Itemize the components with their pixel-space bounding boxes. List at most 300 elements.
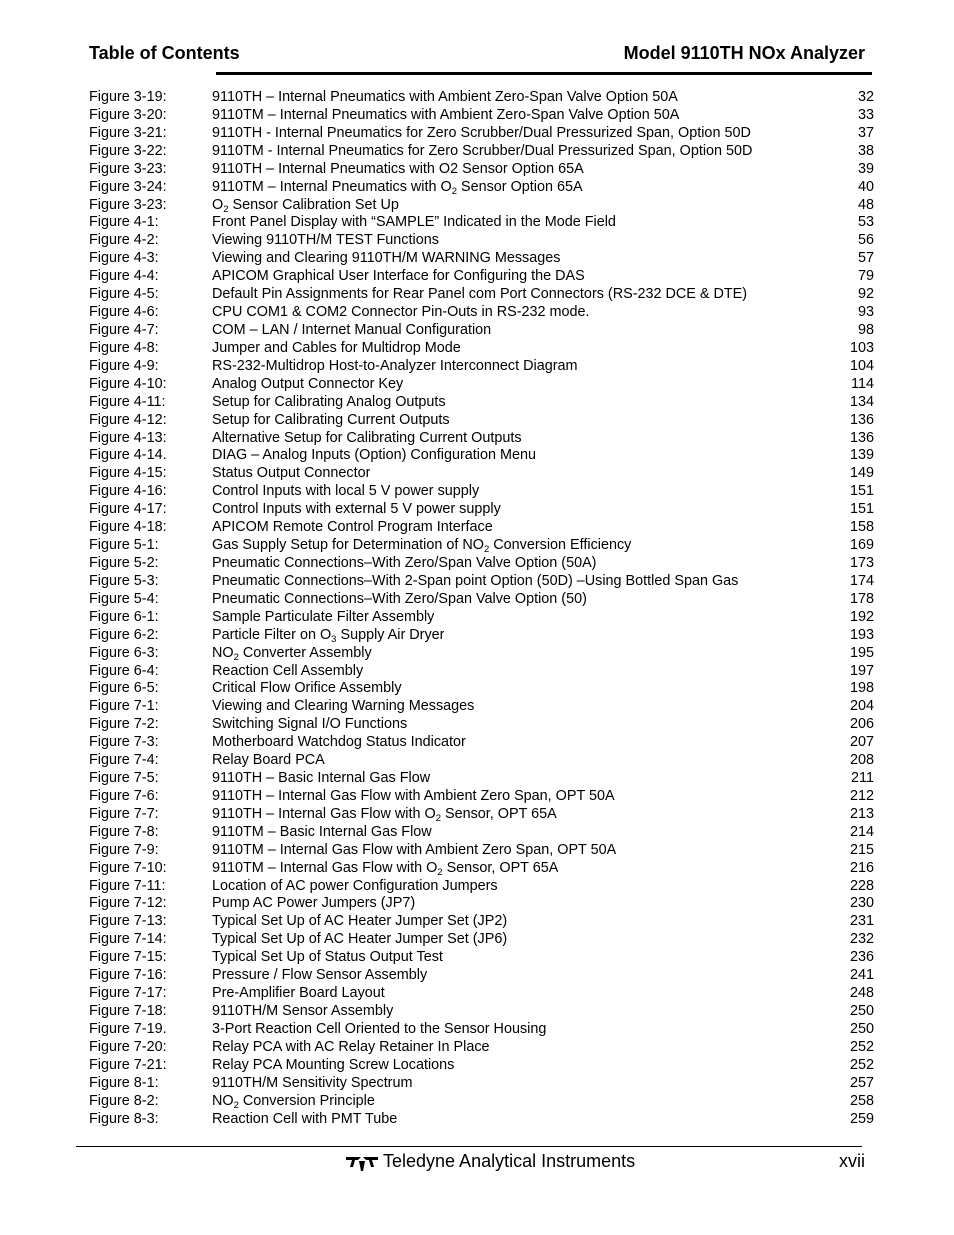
toc-entry[interactable] <box>89 967 874 985</box>
figure-title <box>212 107 679 125</box>
figure-title-text: Pneumatic Connections–With 2-Span point Option (50D) –Using Bottled Span Gas <box>212 572 739 589</box>
toc-entry[interactable] <box>89 232 874 250</box>
page-ref: 57 <box>857 250 874 267</box>
subscript: 2 <box>435 812 441 824</box>
figure-number: Figure 7-2: <box>89 716 159 733</box>
toc-entry[interactable] <box>89 895 874 913</box>
toc-entry[interactable] <box>89 680 874 698</box>
figure-title <box>212 895 415 913</box>
page-ref: 92 <box>857 286 874 303</box>
page-ref: 38 <box>857 142 874 159</box>
page-ref: 257 <box>849 1074 874 1091</box>
figure-number: Figure 5-1: <box>89 537 159 554</box>
figure-title-text: Conversion Principle <box>238 1092 375 1109</box>
subscript: 2 <box>233 1099 239 1111</box>
toc-entry[interactable] <box>89 824 874 842</box>
page-ref: 173 <box>849 554 874 571</box>
figure-number: Figure 4-13: <box>89 429 167 446</box>
figure-title <box>212 232 439 250</box>
toc-entry[interactable] <box>89 842 874 860</box>
page-ref: 212 <box>849 787 874 804</box>
toc-entry[interactable] <box>89 286 874 304</box>
figure-number: Figure 7-10: <box>89 859 167 876</box>
toc-entry[interactable] <box>89 555 874 573</box>
figure-number: Figure 4-7: <box>89 321 159 338</box>
page-ref: 197 <box>849 662 874 679</box>
figure-title-text: 9110TH/M Sensor Assembly <box>212 1003 394 1020</box>
figure-title-text: Analog Output Connector Key <box>212 375 404 392</box>
figure-title <box>212 878 498 896</box>
page-ref: 193 <box>849 626 874 643</box>
figure-title-text: Pneumatic Connections–With Zero/Span Valve Option (50) <box>212 590 587 607</box>
page-ref: 37 <box>857 124 874 141</box>
figure-title <box>212 322 491 340</box>
figure-number: Figure 3-23: <box>89 160 167 177</box>
figure-title <box>212 197 399 215</box>
figure-number: Figure 3-21: <box>89 124 167 141</box>
page-ref: 228 <box>849 877 874 894</box>
toc-entry[interactable] <box>89 878 874 896</box>
figure-title-text: Viewing and Clearing 9110TH/M WARNING Messages <box>212 250 561 267</box>
page-ref: 136 <box>849 429 874 446</box>
figure-title-text: APICOM Remote Control Program Interface <box>212 519 493 536</box>
figure-number: Figure 3-19: <box>89 89 167 105</box>
page-ref: 158 <box>849 519 874 536</box>
figure-title <box>212 842 616 860</box>
toc-entry[interactable] <box>89 788 874 806</box>
page-ref: 40 <box>857 178 874 195</box>
figure-title <box>212 698 474 716</box>
page-ref: 114 <box>851 375 874 392</box>
page-ref: 241 <box>849 967 874 984</box>
toc-entry[interactable] <box>89 752 874 770</box>
figure-title-text: 9110TH – Internal Pneumatics with Ambient Zero-Span Valve Option 50A <box>212 89 678 105</box>
toc-entry[interactable] <box>89 537 874 555</box>
figure-title-text: 9110TM – Internal Gas Flow with O <box>212 859 438 876</box>
figure-title-text: 9110TM – Internal Pneumatics with O <box>212 178 452 195</box>
page-ref: 250 <box>849 1020 874 1037</box>
page-ref: 79 <box>857 268 874 285</box>
page-ref: 252 <box>849 1056 874 1073</box>
toc-entry[interactable] <box>89 1075 874 1093</box>
document-title: Model 9110TH NOx Analyzer <box>623 43 865 63</box>
figure-title <box>212 89 678 107</box>
figure-title <box>212 949 443 967</box>
page-ref: 56 <box>857 232 874 249</box>
company-name: Teledyne Analytical Instruments <box>383 1151 636 1171</box>
figure-title <box>212 824 432 842</box>
page-ref: 206 <box>849 716 874 733</box>
figure-number: Figure 4-5: <box>89 286 159 303</box>
figure-number: Figure 7-11: <box>89 877 166 894</box>
figure-number: Figure 7-16: <box>89 967 167 984</box>
figure-number: Figure 4-8: <box>89 339 159 356</box>
subscript: 3 <box>331 633 337 645</box>
figure-number: Figure 7-1: <box>89 698 159 715</box>
figure-title <box>212 985 385 1003</box>
toc-entry[interactable] <box>89 1057 874 1075</box>
figure-number: Figure 7-7: <box>89 805 159 822</box>
figure-number: Figure 5-2: <box>89 554 159 571</box>
figure-number: Figure 4-11: <box>89 393 166 410</box>
figure-title <box>212 967 427 985</box>
figure-title <box>212 1003 393 1021</box>
teledyne-logo-icon <box>345 1153 379 1173</box>
figure-title-text: Setup for Calibrating Current Outputs <box>212 411 450 428</box>
page-ref: 208 <box>849 752 874 769</box>
figure-title-text: Motherboard Watchdog Status Indicator <box>212 734 466 751</box>
figure-number: Figure 4-15: <box>89 465 167 482</box>
figure-title-text: Pre-Amplifier Board Layout <box>212 985 385 1002</box>
page-ref: 104 <box>849 357 874 374</box>
figure-title <box>212 537 631 555</box>
toc-entry[interactable] <box>89 179 874 197</box>
figure-number: Figure 4-9: <box>89 357 159 374</box>
figure-title <box>212 680 402 698</box>
figure-title-text: NO <box>212 1092 234 1109</box>
footer-rule <box>76 1146 862 1147</box>
page-ref: 213 <box>849 805 874 822</box>
toc-entry[interactable] <box>89 645 874 663</box>
figure-number: Figure 7-15: <box>89 949 167 966</box>
figure-number: Figure 5-4: <box>89 590 159 607</box>
figure-title-text: Reaction Cell with PMT Tube <box>212 1110 398 1127</box>
toc-entry[interactable] <box>89 1111 874 1129</box>
figure-title-text: Critical Flow Orifice Assembly <box>212 680 402 697</box>
figure-number: Figure 7-19. <box>89 1020 167 1037</box>
page-ref: 204 <box>849 698 874 715</box>
toc-entry[interactable] <box>89 125 874 143</box>
figure-title-text: Setup for Calibrating Analog Outputs <box>212 393 446 410</box>
figure-number: Figure 7-18: <box>89 1003 167 1020</box>
figure-title <box>212 412 450 430</box>
page-ref: 139 <box>849 447 874 464</box>
figure-number: Figure 7-5: <box>89 770 159 787</box>
page-ref: 216 <box>849 859 874 876</box>
toc-entry[interactable] <box>89 501 874 519</box>
figure-title-text: Pump AC Power Jumpers (JP7) <box>212 895 416 912</box>
toc-entry[interactable] <box>89 734 874 752</box>
figure-title-text: 9110TM – Internal Gas Flow with Ambient Zero Span, OPT 50A <box>212 841 617 858</box>
list-of-figures <box>89 89 874 1128</box>
figure-title-text: Supply Air Dryer <box>336 626 445 643</box>
page-ref: 134 <box>849 393 874 410</box>
figure-title-text: Conversion Efficiency <box>489 537 632 554</box>
section-title: Table of Contents <box>89 43 240 63</box>
figure-title <box>212 788 615 806</box>
figure-title-text: 9110TM – Internal Pneumatics with Ambient Zero-Span Valve Option 50A <box>212 106 680 123</box>
page-ref: 33 <box>857 106 874 123</box>
toc-entry[interactable] <box>89 609 874 627</box>
figure-number: Figure 7-14: <box>89 931 167 948</box>
figure-number: Figure 7-21: <box>89 1056 167 1073</box>
page-ref: 214 <box>849 823 874 840</box>
figure-title-text: CPU COM1 & COM2 Connector Pin-Outs in RS-232 mode. <box>212 304 590 321</box>
figure-title <box>212 483 479 501</box>
figure-title-text: Location of AC power Configuration Jumpers <box>212 877 498 894</box>
page-ref: 192 <box>849 608 874 625</box>
figure-title <box>212 627 444 645</box>
figure-title <box>212 573 738 591</box>
figure-number: Figure 4-17: <box>89 501 167 518</box>
subscript: 2 <box>223 203 229 215</box>
figure-title <box>212 663 363 681</box>
figure-number: Figure 4-2: <box>89 232 159 249</box>
toc-entry[interactable] <box>89 627 874 645</box>
figure-number: Figure 7-8: <box>89 823 159 840</box>
figure-number: Figure 7-9: <box>89 841 159 858</box>
toc-entry[interactable] <box>89 591 874 609</box>
figure-title-text: RS-232-Multidrop Host-to-Analyzer Interconnect Diagram <box>212 357 578 374</box>
page-ref: 151 <box>849 483 874 500</box>
page-ref: 248 <box>849 985 874 1002</box>
figure-title <box>212 519 493 537</box>
toc-entry[interactable] <box>89 197 874 215</box>
toc-entry[interactable] <box>89 985 874 1003</box>
toc-entry[interactable] <box>89 430 874 448</box>
figure-number: Figure 3-23: <box>89 196 167 213</box>
page-ref: 169 <box>849 537 874 554</box>
figure-title-text: Relay PCA Mounting Screw Locations <box>212 1056 455 1073</box>
figure-title <box>212 1093 375 1111</box>
figure-number: Figure 4-1: <box>89 214 159 231</box>
figure-number: Figure 7-13: <box>89 913 167 930</box>
figure-title-text: Switching Signal I/O Functions <box>212 716 408 733</box>
figure-title-text: Control Inputs with external 5 V power supply <box>212 501 501 518</box>
page-ref: 207 <box>849 734 874 751</box>
figure-title <box>212 161 584 179</box>
page-ref: 258 <box>849 1092 874 1109</box>
toc-entry[interactable] <box>89 806 874 824</box>
figure-title-text: Front Panel Display with “SAMPLE” Indicated in the Mode Field <box>212 214 616 231</box>
page-ref: 174 <box>849 572 874 589</box>
figure-number: Figure 4-6: <box>89 304 159 321</box>
figure-title-text: Sensor, OPT 65A <box>440 805 557 822</box>
toc-entry[interactable] <box>89 698 874 716</box>
page-ref: 236 <box>849 949 874 966</box>
toc-entry[interactable] <box>89 1003 874 1021</box>
toc-entry[interactable] <box>89 1039 874 1057</box>
toc-entry[interactable] <box>89 1021 874 1039</box>
page-ref: 103 <box>849 339 874 356</box>
figure-title-text: Typical Set Up of AC Heater Jumper Set (JP6) <box>212 931 508 948</box>
figure-title-text: Default Pin Assignments for Rear Panel com Port Connectors (RS-232 DCE & DTE) <box>212 286 748 303</box>
figure-title <box>212 286 747 304</box>
figure-title-text: Status Output Connector <box>212 465 371 482</box>
page-number: xvii <box>839 1151 865 1171</box>
toc-entry[interactable] <box>89 322 874 340</box>
figure-title-text: Reaction Cell Assembly <box>212 662 364 679</box>
figure-number: Figure 7-17: <box>89 985 167 1002</box>
figure-number: Figure 4-4: <box>89 268 159 285</box>
figure-title <box>212 465 370 483</box>
figure-title <box>212 143 752 161</box>
figure-title-text: 9110TH – Basic Internal Gas Flow <box>212 770 431 787</box>
figure-title-text: DIAG – Analog Inputs (Option) Configuration Menu <box>212 447 536 464</box>
figure-number: Figure 8-2: <box>89 1092 159 1109</box>
figure-title <box>212 358 578 376</box>
figure-title-text: 9110TM - Internal Pneumatics for Zero Scrubber/Dual Pressurized Span, Option 50D <box>212 142 753 159</box>
figure-number: Figure 4-10: <box>89 375 167 392</box>
figure-title-text: NO <box>212 644 234 661</box>
figure-number: Figure 8-3: <box>89 1110 159 1127</box>
figure-title <box>212 806 557 824</box>
page-ref: 149 <box>849 465 874 482</box>
toc-entry[interactable] <box>89 770 874 788</box>
page-ref: 48 <box>857 196 874 213</box>
header-rule <box>216 72 872 75</box>
toc-entry[interactable] <box>89 447 874 465</box>
figure-number: Figure 4-16: <box>89 483 167 500</box>
figure-title <box>212 860 558 878</box>
figure-title-text: O <box>212 196 224 213</box>
figure-number: Figure 3-22: <box>89 142 167 159</box>
figure-title-text: 3-Port Reaction Cell Oriented to the Sensor Housing <box>212 1020 547 1037</box>
figure-title-text: 9110TH – Internal Gas Flow with O <box>212 805 436 822</box>
toc-entry[interactable] <box>89 89 874 107</box>
figure-number: Figure 4-3: <box>89 250 159 267</box>
figure-number: Figure 4-14. <box>89 447 167 464</box>
subscript: 2 <box>233 651 239 663</box>
figure-title <box>212 913 507 931</box>
toc-entry[interactable] <box>89 304 874 322</box>
page-header <box>89 43 865 69</box>
figure-title <box>212 501 501 519</box>
figure-title <box>212 376 403 394</box>
figure-title <box>212 645 372 663</box>
figure-title-text: Alternative Setup for Calibrating Current Outputs <box>212 429 522 446</box>
toc-entry[interactable] <box>89 161 874 179</box>
figure-title <box>212 250 560 268</box>
toc-entry[interactable] <box>89 214 874 232</box>
figure-title <box>212 1039 490 1057</box>
page-ref: 39 <box>857 160 874 177</box>
figure-title-text: Control Inputs with local 5 V power supply <box>212 483 480 500</box>
page-ref: 93 <box>857 304 874 321</box>
figure-title <box>212 394 446 412</box>
toc-entry[interactable] <box>89 1093 874 1111</box>
figure-title <box>212 734 466 752</box>
page-ref: 53 <box>857 214 874 231</box>
figure-title-text: Jumper and Cables for Multidrop Mode <box>212 339 461 356</box>
page-ref: 250 <box>849 1003 874 1020</box>
figure-title-text: 9110TM – Basic Internal Gas Flow <box>212 823 432 840</box>
figure-number: Figure 7-4: <box>89 752 159 769</box>
figure-title-text: Converter Assembly <box>238 644 372 661</box>
figure-number: Figure 6-2: <box>89 626 159 643</box>
figure-number: Figure 3-24: <box>89 178 167 195</box>
toc-entry[interactable] <box>89 519 874 537</box>
toc-entry[interactable] <box>89 716 874 734</box>
page-ref: 231 <box>849 913 874 930</box>
figure-title <box>212 716 407 734</box>
page-ref: 211 <box>851 770 874 787</box>
figure-title <box>212 340 461 358</box>
toc-entry[interactable] <box>89 412 874 430</box>
figure-title <box>212 609 434 627</box>
subscript: 2 <box>451 185 457 197</box>
toc-entry[interactable] <box>89 913 874 931</box>
toc-entry[interactable] <box>89 931 874 949</box>
figure-title-text: Sample Particulate Filter Assembly <box>212 608 435 625</box>
toc-entry[interactable] <box>89 107 874 125</box>
page-ref: 230 <box>849 895 874 912</box>
figure-title-text: Viewing and Clearing Warning Messages <box>212 698 475 715</box>
figure-title-text: Particle Filter on O <box>212 626 332 643</box>
figure-number: Figure 4-12: <box>89 411 167 428</box>
figure-title <box>212 555 596 573</box>
toc-entry[interactable] <box>89 573 874 591</box>
toc-entry[interactable] <box>89 860 874 878</box>
figure-title-text: Pressure / Flow Sensor Assembly <box>212 967 428 984</box>
toc-entry[interactable] <box>89 663 874 681</box>
figure-number: Figure 5-3: <box>89 572 159 589</box>
toc-entry[interactable] <box>89 340 874 358</box>
figure-title <box>212 931 507 949</box>
figure-title <box>212 1111 397 1129</box>
figure-title-text: 9110TH - Internal Pneumatics for Zero Scrubber/Dual Pressurized Span, Option 50D <box>212 124 751 141</box>
page-ref: 98 <box>857 321 874 338</box>
toc-entry[interactable] <box>89 143 874 161</box>
page-ref: 215 <box>849 841 874 858</box>
page-ref: 178 <box>849 590 874 607</box>
toc-entry[interactable] <box>89 483 874 501</box>
page-ref: 232 <box>849 931 874 948</box>
figure-title-text: Pneumatic Connections–With Zero/Span Valve Option (50A) <box>212 554 597 571</box>
figure-title <box>212 1021 546 1039</box>
subscript: 2 <box>437 866 443 878</box>
figure-title <box>212 752 325 770</box>
figure-title <box>212 591 587 609</box>
toc-entry[interactable] <box>89 358 874 376</box>
figure-number: Figure 4-18: <box>89 519 167 536</box>
figure-number: Figure 6-4: <box>89 662 159 679</box>
figure-number: Figure 7-12: <box>89 895 167 912</box>
toc-entry[interactable] <box>89 949 874 967</box>
figure-title-text: Sensor, OPT 65A <box>442 859 559 876</box>
figure-number: Figure 7-3: <box>89 734 159 751</box>
figure-number: Figure 6-5: <box>89 680 159 697</box>
toc-entry[interactable] <box>89 268 874 286</box>
figure-title-text: Sensor Option 65A <box>456 178 583 195</box>
figure-title-text: COM – LAN / Internet Manual Configuration <box>212 321 492 338</box>
page-footer <box>89 1151 865 1175</box>
page-ref: 259 <box>849 1110 874 1127</box>
figure-title-text: 9110TH – Internal Gas Flow with Ambient Zero Span, OPT 50A <box>212 787 615 804</box>
figure-title-text: Typical Set Up of AC Heater Jumper Set (JP2) <box>212 913 508 930</box>
figure-title <box>212 770 430 788</box>
figure-number: Figure 7-20: <box>89 1038 167 1055</box>
page-ref: 151 <box>849 501 874 518</box>
page-ref: 136 <box>849 411 874 428</box>
page-ref: 32 <box>857 89 874 105</box>
figure-title <box>212 214 616 232</box>
figure-title-text: Relay Board PCA <box>212 752 325 769</box>
figure-title-text: 9110TH/M Sensitivity Spectrum <box>212 1074 413 1091</box>
figure-title <box>212 125 751 143</box>
toc-entry[interactable] <box>89 250 874 268</box>
figure-number: Figure 6-3: <box>89 644 159 661</box>
figure-number: Figure 3-20: <box>89 106 167 123</box>
figure-title <box>212 447 536 465</box>
toc-entry[interactable] <box>89 465 874 483</box>
figure-title-text: Sensor Calibration Set Up <box>228 196 399 213</box>
page-ref: 195 <box>849 644 874 661</box>
toc-entry[interactable] <box>89 394 874 412</box>
toc-entry[interactable] <box>89 376 874 394</box>
figure-title-text: Gas Supply Setup for Determination of NO <box>212 537 484 554</box>
subscript: 2 <box>483 544 490 555</box>
